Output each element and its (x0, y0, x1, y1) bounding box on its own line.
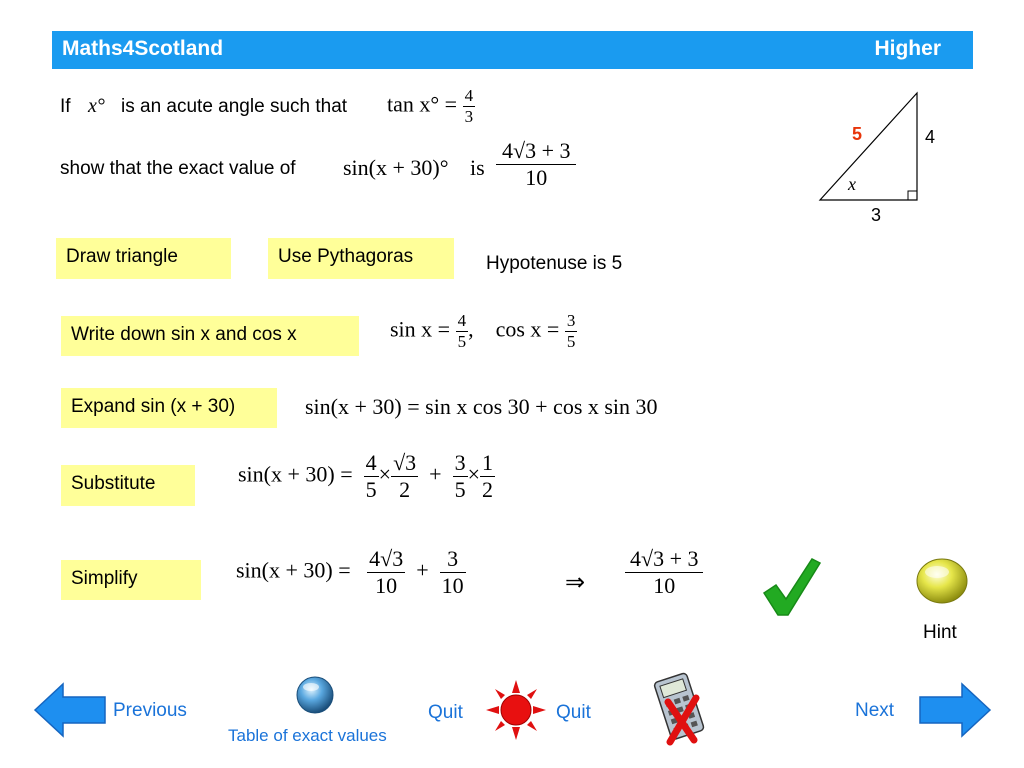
sub-frac-3-num: 3 (454, 450, 466, 475)
simplified-result (625, 546, 703, 599)
simp-result-den: 10 (625, 572, 703, 599)
triangle-angle-label: x (848, 174, 856, 194)
write-sin-cos-button[interactable]: Write down sin x and cos x (61, 316, 359, 356)
next-arrow-icon[interactable] (918, 682, 992, 738)
simplify-equation: sin(x + 30) = $\frac{4√3}{10}$ + $\frac{3}{10}$ (236, 546, 464, 598)
simp-frac-2-den: 10 (441, 573, 464, 598)
substitute-equation: sin(x + 30) = $\frac{4}{5}$ × $\frac{√3}{2}$ + $\frac{3}{5}$ × $\frac{1}{2}$ (238, 450, 493, 502)
sub-frac-4-num: 1 (481, 450, 493, 475)
sub-frac-2 (391, 450, 418, 503)
simp-frac-1-num: 4√3 (369, 546, 404, 571)
tan-equation (387, 86, 475, 127)
sub-frac-4 (480, 450, 495, 503)
no-calculator-icon (650, 668, 712, 746)
level-label: Higher (874, 37, 941, 60)
sub-frac-2-den: 2 (391, 476, 418, 503)
target-fraction (496, 138, 576, 191)
target-result (496, 138, 576, 191)
simp-result-fraction (625, 546, 703, 599)
triangle-hypotenuse-label: 5 (852, 124, 863, 144)
hint-label[interactable]: Hint (923, 622, 957, 643)
sin-expression: sin(x + 30)° (343, 155, 449, 180)
sub-frac-1 (364, 450, 379, 503)
substitute-button[interactable]: Substitute (61, 465, 195, 506)
simplify-lhs: sin(x + 30) = (236, 557, 351, 583)
sub-frac-1-num: 4 (365, 450, 377, 475)
expand-button[interactable]: Expand sin (x + 30) (61, 388, 277, 428)
cos-numerator: 3 (566, 311, 576, 330)
expand-formula: sin(x + 30) = sin x cos 30 + cos x sin 30 (305, 394, 658, 419)
title-bar (52, 31, 973, 69)
checkmark-icon (760, 555, 822, 617)
right-angle-mark (908, 191, 917, 200)
question-text-1: is an acute angle such that (121, 96, 348, 117)
cos-fraction (565, 311, 578, 352)
simp-frac-1-den: 10 (367, 572, 405, 599)
tan-numerator: 4 (464, 86, 474, 105)
quit-link-right[interactable]: Quit (556, 702, 591, 723)
quit-sun-icon[interactable] (485, 679, 547, 741)
sub-frac-3 (453, 450, 468, 503)
next-link[interactable]: Next (855, 700, 895, 721)
sub-frac-3-den: 5 (454, 477, 466, 502)
question-if: If (60, 96, 71, 117)
sin-fraction (456, 311, 469, 352)
sub-frac-4-den: 2 (481, 477, 493, 502)
cos-denominator: 5 (566, 332, 576, 351)
previous-arrow-icon[interactable] (33, 682, 107, 738)
tan-denominator: 3 (464, 107, 474, 126)
simp-result-num: 4√3 + 3 (630, 546, 699, 571)
app-title: Maths4Scotland (62, 37, 224, 60)
triangle-shape (820, 93, 917, 200)
sin-denominator: 5 (457, 332, 467, 351)
hypotenuse-result: Hypotenuse is 5 (486, 253, 623, 274)
sin-cos-values: sin x = $\frac{4}{5}$ , cos x = $\frac{3}{5}$ (390, 311, 576, 351)
target-numerator: 4√3 + 3 (502, 138, 571, 163)
sin-lhs: sin x = (390, 316, 451, 342)
substitute-lhs: sin(x + 30) = (238, 461, 353, 487)
previous-link[interactable]: Previous (113, 700, 187, 721)
triangle-opposite-label: 4 (925, 127, 936, 147)
table-orb-icon[interactable] (294, 674, 336, 716)
simp-frac-2 (440, 546, 466, 599)
tan-lhs: tan x° = (387, 91, 458, 117)
draw-triangle-button[interactable]: Draw triangle (56, 238, 231, 279)
sub-frac-2-num: √3 (393, 450, 417, 475)
triangle-adjacent-label: 3 (871, 205, 882, 225)
simp-frac-1 (367, 546, 405, 599)
simplify-button[interactable]: Simplify (61, 560, 201, 600)
cos-lhs: cos x = (495, 316, 560, 342)
sin-numerator: 4 (457, 311, 467, 330)
tan-fraction (463, 86, 476, 127)
implies-arrow-icon: ⇒ (565, 570, 586, 596)
use-pythagoras-button[interactable]: Use Pythagoras (268, 238, 454, 279)
target-denominator: 10 (496, 164, 576, 191)
table-of-exact-values-link[interactable]: Table of exact values (228, 726, 387, 745)
sub-frac-1-den: 5 (365, 477, 377, 502)
question-var-x: x° (88, 95, 105, 117)
is-word: is (470, 155, 485, 180)
question-text-2: show that the exact value of (60, 158, 296, 179)
simp-frac-2-num: 3 (447, 546, 459, 571)
hint-orb-icon[interactable] (915, 556, 969, 606)
quit-link-left[interactable]: Quit (428, 702, 463, 723)
